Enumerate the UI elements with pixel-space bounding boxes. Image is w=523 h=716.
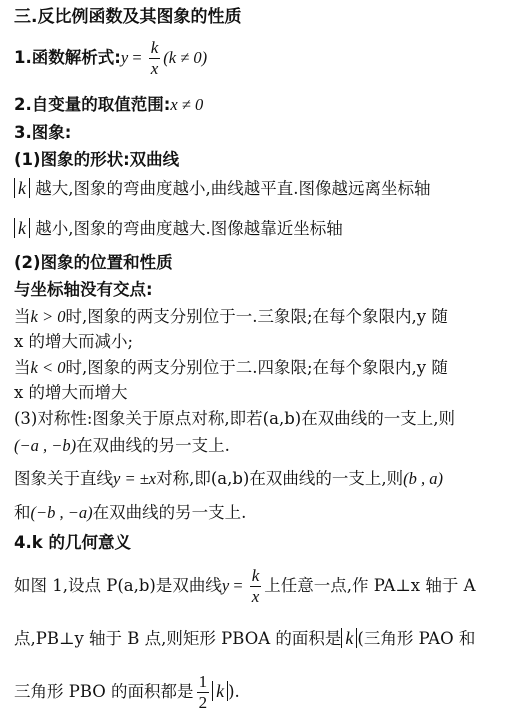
symmetry-line-cont: (−a , −b)在双曲线的另一支上. — [14, 436, 230, 455]
nonzero-condition: (k ≠ 0) — [163, 48, 208, 67]
graph-heading: 3.图象: — [14, 123, 72, 142]
shape-heading: (1)图象的形状:双曲线 — [14, 150, 180, 169]
fraction-one-half: $\frac{1}{2}$ — [198, 672, 208, 712]
line-symmetry-cont: 和(−b , −a)在双曲线的另一支上. — [14, 503, 247, 522]
line-symmetry: 图象关于直线y = ±x对称,即(a,b)在双曲线的一支上,则(b , a) — [14, 469, 443, 488]
position-heading: (2)图象的位置和性质 — [14, 253, 173, 272]
case-k-positive-cont: x 的增大而减小; — [14, 332, 134, 351]
fraction-k-over-x: $\frac{k}{x}$ — [251, 566, 260, 606]
abs-k: k — [212, 681, 228, 701]
domain-line: 2.自变量的取值范围:x ≠ 0 — [14, 95, 204, 114]
no-intersection-heading: 与坐标轴没有交点: — [14, 280, 153, 299]
abs-k-smaller-line: k 越小,图象的弯曲度越大.图像越靠近坐标轴 — [14, 218, 343, 240]
abs-k: k — [14, 218, 30, 238]
abs-k-larger-line: k 越大,图象的弯曲度越小,曲线越平直.图像越远离坐标轴 — [14, 178, 431, 200]
case-k-positive: 当k > 0时,图象的两支分别位于一.三象限;在每个象限内,y 随 — [14, 307, 448, 326]
geometry-line-3: 三角形 PBO 的面积都是 $\frac{1}{2}$ k ). — [14, 672, 240, 712]
geometric-meaning-heading: 4.k 的几何意义 — [14, 533, 131, 552]
case-k-negative: 当k < 0时,图象的两支分别位于二.四象限;在每个象限内,y 随 — [14, 358, 448, 377]
geometry-line-1: 如图 1,设点 P(a,b)是双曲线y = $\frac{k}{x}$ 上任意一点,作 PA⊥x 轴于 A — [14, 566, 476, 606]
section-title: 三.反比例函数及其图象的性质 — [14, 7, 242, 27]
abs-k: k — [341, 628, 357, 648]
symmetry-line: (3)对称性:图象关于原点对称,即若(a,b)在双曲线的一支上,则 — [14, 409, 455, 428]
formula-label: 1.函数解析式: — [14, 48, 121, 67]
function-formula-line: 1.函数解析式:y = $\frac{k}{x}$ (k ≠ 0) — [14, 38, 208, 78]
geometry-line-2: 点,PB⊥y 轴于 B 点,则矩形 PBOA 的面积是 k (三角形 PAO 和 — [14, 628, 476, 648]
fraction-k-over-x: $\frac{k}{x}$ — [150, 38, 159, 78]
abs-k: k — [14, 178, 30, 198]
case-k-negative-cont: x 的增大而增大 — [14, 383, 128, 402]
